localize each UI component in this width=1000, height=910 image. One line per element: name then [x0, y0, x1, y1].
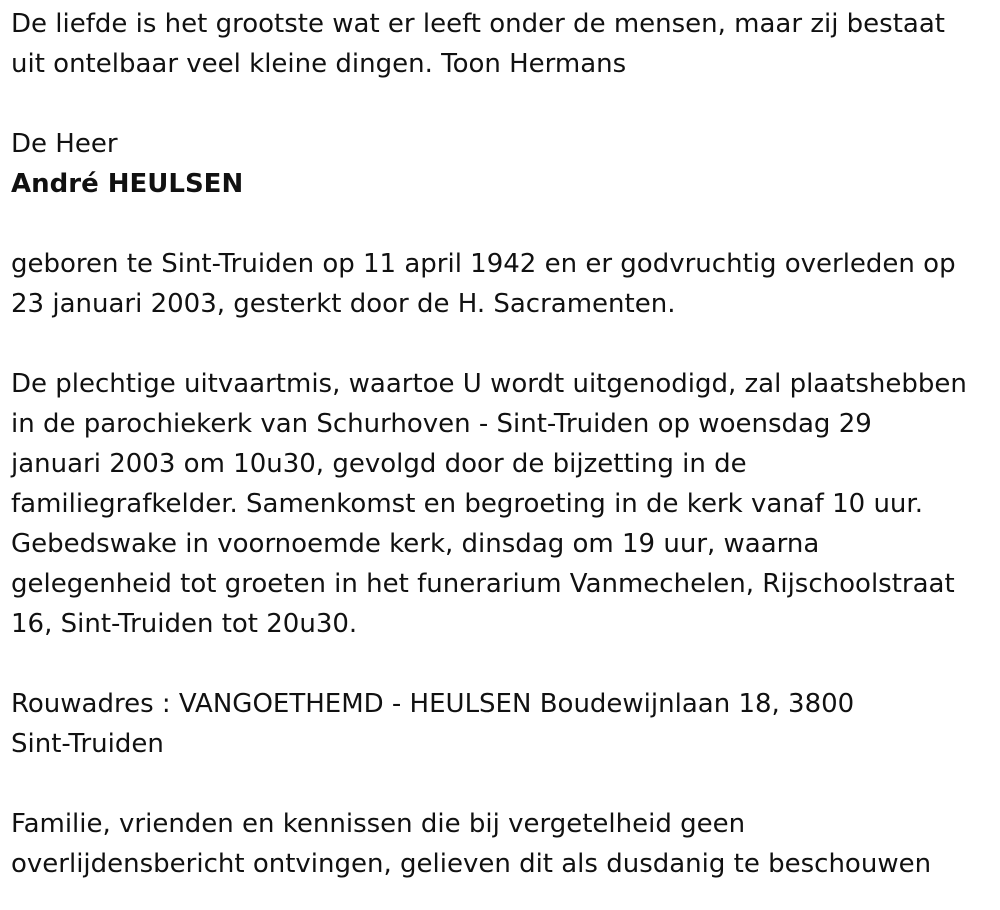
funeral-line: in de parochiekerk van Schurhoven - Sint-Truiden op woensdag 29 [11, 409, 872, 439]
spacer [11, 764, 992, 804]
funeral-line: januari 2003 om 10u30, gevolgd door de bijzetting in de [11, 449, 747, 479]
funeral-line: gelegenheid tot groeten in het funerarium Vanmechelen, Rijschoolstraat [11, 569, 955, 599]
funeral-line: Gebedswake in voornoemde kerk, dinsdag om 19 uur, waarna [11, 529, 820, 559]
spacer [11, 84, 992, 124]
mourning-address-line: Rouwadres : VANGOETHEMD - HEULSEN Boudewijnlaan 18, 3800 [11, 689, 855, 719]
deceased-name: André HEULSEN [11, 169, 244, 199]
spacer [11, 204, 992, 244]
funeral-line: 16, Sint-Truiden tot 20u30. [11, 609, 358, 639]
spacer [11, 644, 992, 684]
notice-line: Familie, vrienden en kennissen die bij vergetelheid geen [11, 809, 746, 839]
birth-death-line: 23 januari 2003, gesterkt door de H. Sacramenten. [11, 289, 676, 319]
spacer [11, 324, 992, 364]
quote-line: uit ontelbaar veel kleine dingen. Toon Hermans [11, 49, 627, 79]
funeral-line: familiegrafkelder. Samenkomst en begroeting in de kerk vanaf 10 uur. [11, 489, 923, 519]
mourning-address-line: Sint-Truiden [11, 729, 164, 759]
funeral-line: De plechtige uitvaartmis, waartoe U wordt uitgenodigd, zal plaatshebben [11, 369, 967, 399]
notice-line: overlijdensbericht ontvingen, gelieven dit als dusdanig te beschouwen [11, 849, 932, 879]
birth-death-line: geboren te Sint-Truiden op 11 april 1942 en er godvruchtig overleden op [11, 249, 956, 279]
salutation: De Heer [11, 129, 118, 159]
quote-line: De liefde is het grootste wat er leeft onder de mensen, maar zij bestaat [11, 9, 945, 39]
